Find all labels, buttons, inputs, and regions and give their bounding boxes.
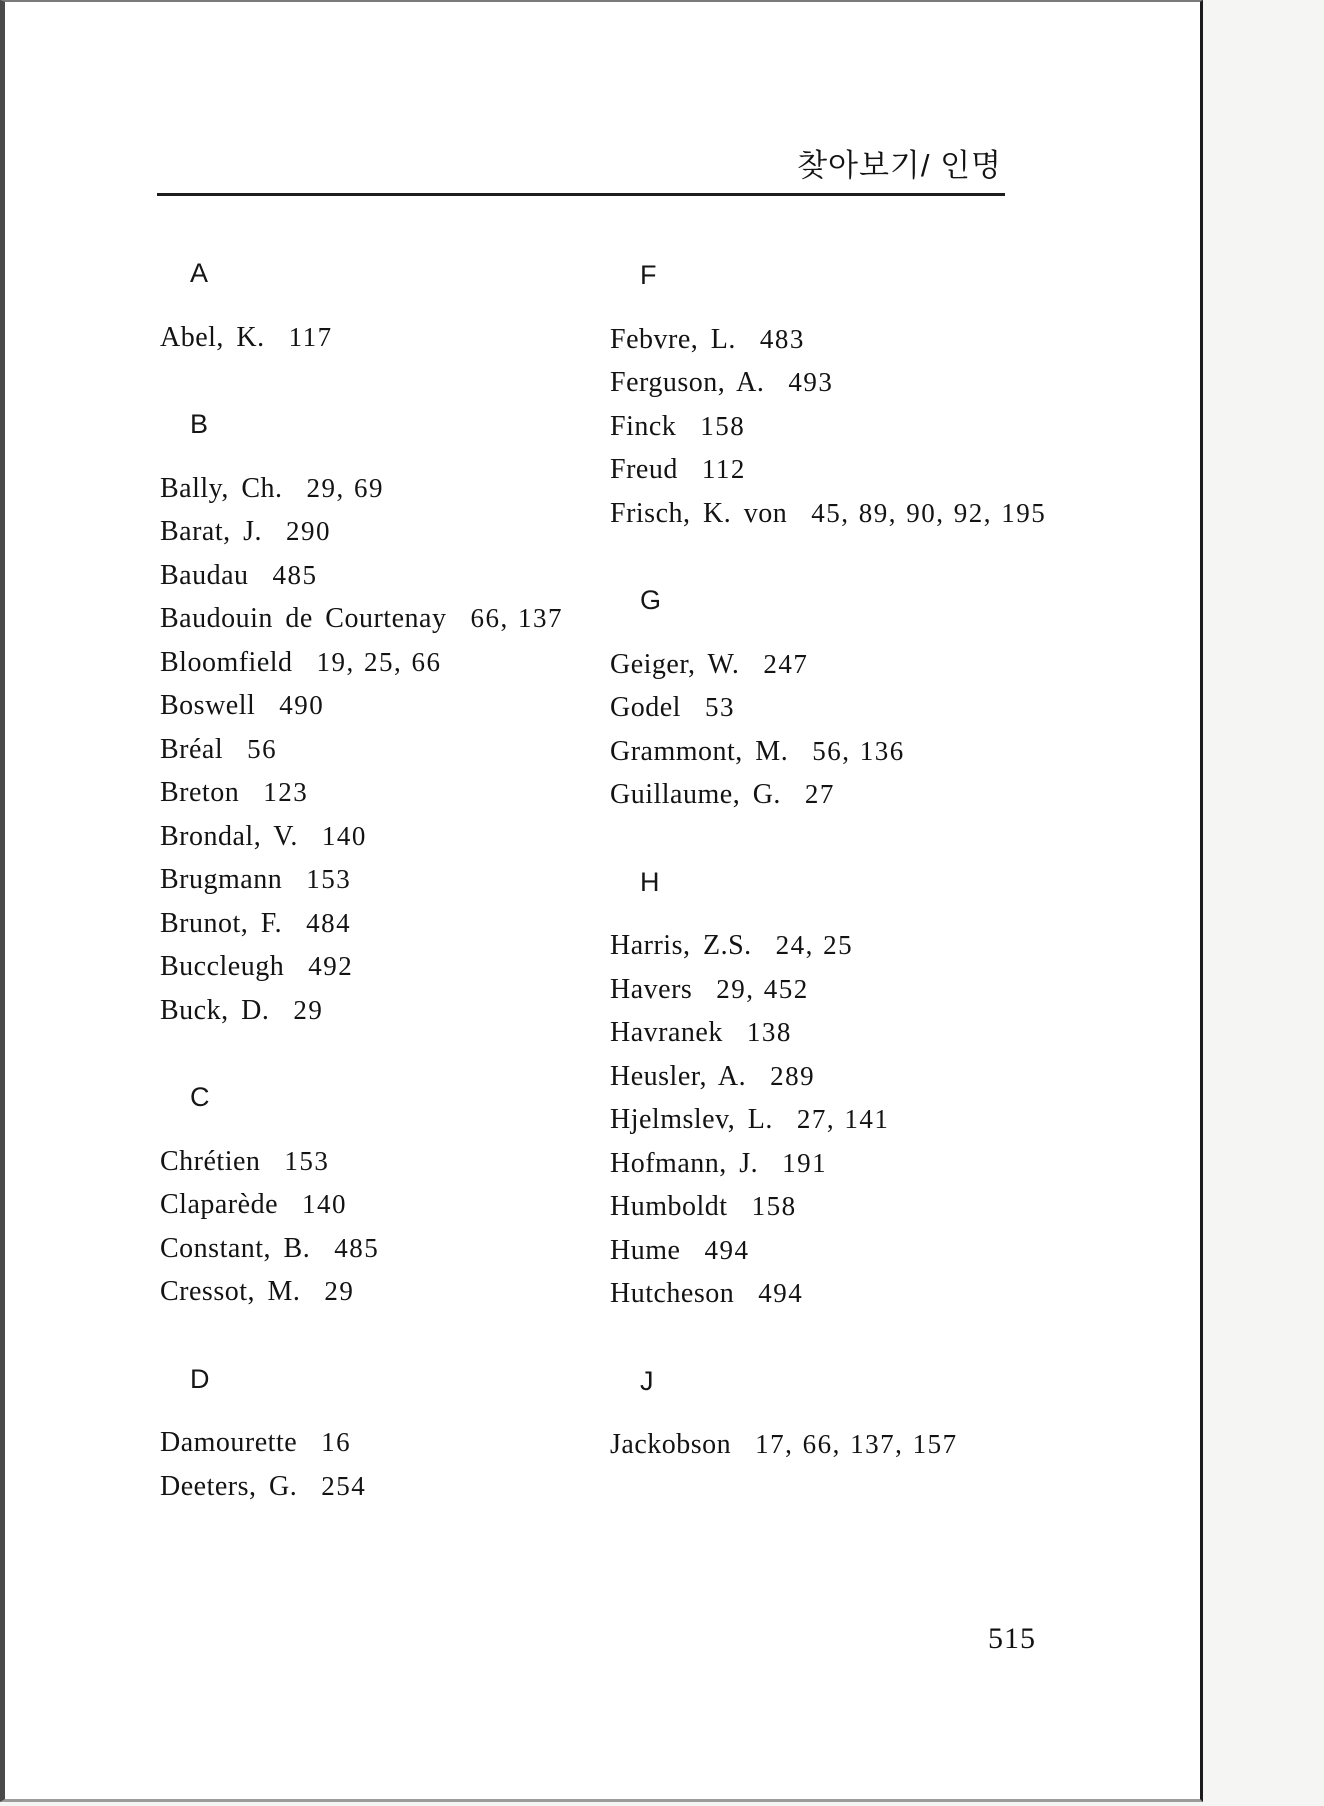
- entry-name: Grammont, M.: [610, 735, 789, 767]
- index-entry: [610, 1185, 1195, 1229]
- entry-pages: 123: [263, 777, 309, 807]
- section-letter-G: G: [640, 585, 662, 615]
- index-entry: [160, 554, 620, 598]
- index-entry: [610, 405, 1195, 449]
- index-entry: [160, 902, 620, 946]
- index-entry: [610, 1229, 1195, 1273]
- index-entry: [610, 448, 1195, 492]
- entry-pages: 29: [293, 994, 324, 1025]
- entry-pages: 485: [272, 559, 318, 590]
- entry-name: Guillaume, G.: [610, 779, 781, 810]
- entry-name: Constant, B.: [160, 1232, 311, 1264]
- index-entry: [160, 510, 620, 554]
- entry-pages: 29, 69: [306, 472, 385, 503]
- index-entry: [610, 686, 1195, 730]
- entry-pages: 19, 25, 66: [316, 646, 442, 677]
- entry-pages: 247: [763, 648, 809, 679]
- entry-pages: 289: [770, 1060, 816, 1091]
- index-entry: [610, 492, 1195, 536]
- index-entry: [610, 1011, 1195, 1055]
- entry-pages: 140: [302, 1189, 347, 1219]
- entry-name: Brugmann: [160, 864, 283, 895]
- entry-pages: 494: [704, 1234, 750, 1265]
- index-entry: [160, 1183, 620, 1227]
- section-letter-B: B: [190, 409, 209, 439]
- entry-pages: 484: [306, 907, 352, 938]
- entry-name: Deeters, G.: [160, 1470, 298, 1502]
- index-entry: [610, 968, 1195, 1012]
- entry-name: Buck, D.: [160, 994, 270, 1026]
- header-rule: [157, 193, 1005, 196]
- entry-pages: 494: [758, 1278, 804, 1308]
- index-entry: [610, 1055, 1195, 1099]
- entry-pages: 112: [701, 454, 746, 484]
- index-column-right: [610, 254, 1195, 1467]
- entry-name: Godel: [610, 692, 681, 723]
- index-entry: [160, 771, 620, 815]
- entry-name: Freud: [610, 454, 678, 485]
- entry-pages: 24, 25: [775, 930, 854, 960]
- index-entry: [610, 643, 1195, 687]
- entry-name: Buccleugh: [160, 951, 285, 982]
- entry-name: Havranek: [610, 1017, 723, 1048]
- entry-name: Hume: [610, 1234, 681, 1266]
- index-entry: [160, 728, 620, 772]
- section-letter-J: J: [640, 1365, 654, 1396]
- entry-pages: 158: [700, 410, 746, 441]
- entry-pages: 16: [321, 1427, 352, 1457]
- entry-name: Bloomfield: [160, 646, 293, 678]
- entry-name: Hjelmslev, L.: [610, 1104, 773, 1135]
- index-entry: [610, 1423, 1195, 1467]
- entry-pages: 290: [286, 516, 332, 546]
- index-entry: [610, 1272, 1195, 1316]
- entry-name: Geiger, W.: [610, 648, 740, 680]
- entry-name: Humboldt: [610, 1191, 728, 1222]
- entry-pages: 254: [321, 1470, 367, 1501]
- entry-name: Breton: [160, 777, 240, 808]
- index-entry: [160, 1421, 620, 1465]
- entry-name: Havers: [610, 973, 693, 1005]
- index-entry: [160, 1465, 620, 1509]
- entry-name: Cressot, M.: [160, 1276, 301, 1307]
- entry-name: Febvre, L.: [610, 323, 736, 355]
- index-entry: [160, 945, 620, 989]
- entry-name: Boswell: [160, 690, 256, 721]
- entry-pages: 27, 141: [796, 1104, 890, 1134]
- page-header-title: 찾아보기/ 인명: [797, 148, 1002, 183]
- entry-name: Finck: [610, 410, 677, 442]
- section-letter-C: C: [190, 1082, 210, 1112]
- entry-pages: 29, 452: [716, 973, 809, 1004]
- entry-pages: 153: [306, 864, 352, 894]
- entry-name: Damourette: [160, 1427, 298, 1458]
- page-number: 515: [988, 1622, 1036, 1655]
- index-entry: [610, 773, 1195, 817]
- entry-name: Barat, J.: [160, 516, 263, 547]
- section-letter-H: H: [640, 866, 660, 897]
- entry-name: Abel, K.: [160, 321, 265, 353]
- entry-name: Hofmann, J.: [610, 1147, 759, 1179]
- index-entry: [160, 641, 620, 685]
- entry-name: Hutcheson: [610, 1278, 735, 1309]
- entry-pages: 485: [334, 1232, 380, 1263]
- index-entry: [610, 361, 1195, 405]
- index-entry: [160, 684, 620, 728]
- entry-name: Bally, Ch.: [160, 472, 283, 504]
- index-entry: [610, 318, 1195, 362]
- entry-pages: 191: [782, 1147, 828, 1178]
- entry-pages: 153: [284, 1145, 330, 1176]
- index-entry: [160, 815, 620, 859]
- entry-pages: 138: [746, 1017, 792, 1047]
- index-entry: [160, 1270, 620, 1314]
- entry-name: Jackobson: [610, 1429, 732, 1460]
- entry-pages: 27: [804, 779, 835, 809]
- index-entry: [160, 597, 620, 641]
- entry-pages: 29: [324, 1276, 355, 1306]
- entry-name: Harris, Z.S.: [610, 930, 752, 961]
- section-letter-F: F: [640, 260, 657, 290]
- section-letter-D: D: [190, 1363, 210, 1394]
- entry-name: Brunot, F.: [160, 907, 283, 939]
- index-entry: [160, 1227, 620, 1271]
- entry-pages: 17, 66, 137, 157: [755, 1429, 958, 1459]
- entry-name: Heusler, A.: [610, 1060, 747, 1092]
- entry-pages: 45, 89, 90, 92, 195: [811, 497, 1047, 528]
- entry-name: Baudau: [160, 559, 249, 591]
- index-entry: [160, 989, 620, 1033]
- entry-pages: 140: [321, 820, 367, 851]
- entry-pages: 56, 136: [812, 735, 905, 766]
- index-entry: [160, 467, 620, 511]
- index-entry: [160, 858, 620, 902]
- entry-pages: 66, 137: [470, 603, 563, 633]
- entry-pages: 492: [308, 951, 354, 981]
- entry-name: Claparède: [160, 1189, 278, 1220]
- index-entry: [610, 1142, 1195, 1186]
- entry-name: Bréal: [160, 733, 224, 765]
- entry-pages: 56: [247, 733, 278, 764]
- index-entry: [610, 924, 1195, 968]
- entry-name: Baudouin de Courtenay: [160, 603, 447, 634]
- section-letter-A: A: [190, 258, 209, 288]
- index-entry: [610, 1098, 1195, 1142]
- index-entry: [610, 730, 1195, 774]
- index-column-left: [160, 252, 620, 1508]
- entry-pages: 493: [788, 367, 834, 397]
- entry-name: Chrétien: [160, 1145, 261, 1177]
- entry-name: Brondal, V.: [160, 820, 298, 852]
- entry-name: Ferguson, A.: [610, 367, 765, 398]
- entry-pages: 53: [704, 692, 735, 722]
- entry-pages: 483: [759, 323, 805, 354]
- index-entry: [160, 1140, 620, 1184]
- entry-name: Frisch, K. von: [610, 497, 788, 529]
- index-entry: [160, 316, 620, 360]
- entry-pages: 490: [279, 690, 325, 720]
- entry-pages: 158: [751, 1191, 797, 1221]
- entry-pages: 117: [288, 321, 333, 352]
